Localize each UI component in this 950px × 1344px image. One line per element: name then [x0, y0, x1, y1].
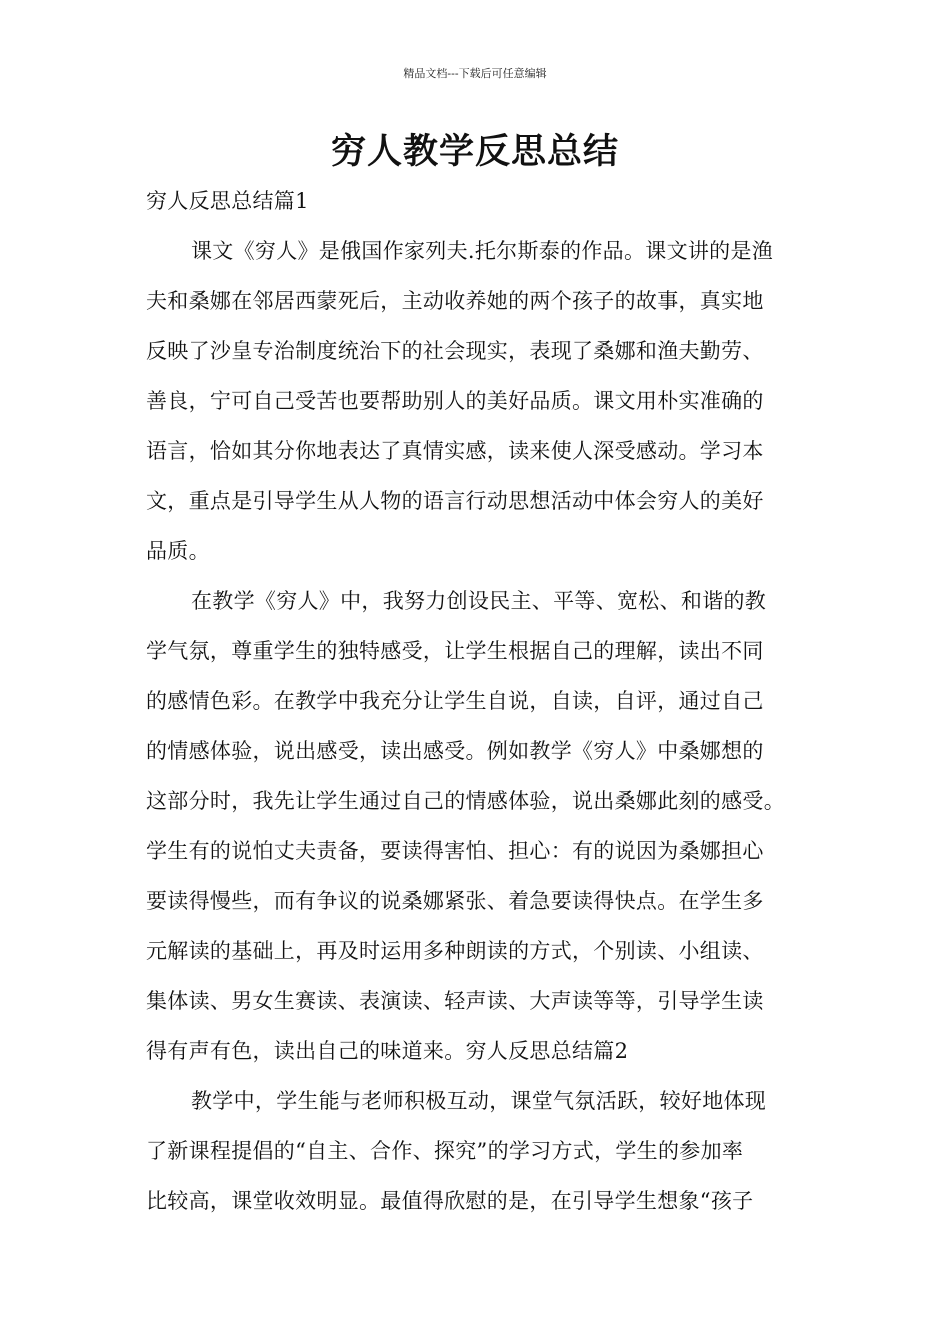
text-line: 善良，宁可自己受苦也要帮助别人的美好品质。课文用朴实准确的	[146, 389, 764, 413]
text-line: 这部分时，我先让学生通过自己的情感体验，说出桑娜此刻的感受。	[146, 789, 785, 813]
text-line: 语言，恰如其分你地表达了真情实感，读来使人深受感动。学习本	[146, 439, 764, 463]
document-title: 穷人教学反思总结	[330, 132, 619, 172]
text-line: 课文《穷人》是俄国作家列夫.托尔斯泰的作品。课文讲的是渔	[191, 239, 774, 263]
text-line: 夫和桑娜在邻居西蒙死后，主动收养她的两个孩子的故事，真实地	[146, 289, 764, 313]
text-line: 学气氛，尊重学生的独特感受，让学生根据自己的理解，读出不同	[146, 639, 764, 663]
text-line: 了新课程提倡的“自主、合作、探究”的学习方式，学生的参加率	[146, 1139, 744, 1163]
text-line: 集体读、男女生赛读、表演读、轻声读、大声读等等，引导学生读	[146, 989, 764, 1013]
text-line: 在教学《穷人》中，我努力创设民主、平等、宽松、和谐的教	[191, 589, 767, 613]
text-line: 得有声有色，读出自己的味道来。穷人反思总结篇2	[146, 1039, 629, 1063]
text-line: 品质。	[146, 539, 210, 563]
text-line: 比较高，课堂收效明显。最值得欣慰的是，在引导学生想象“孩子	[146, 1189, 754, 1213]
text-line: 的情感体验，说出感受，读出感受。例如教学《穷人》中桑娜想的	[146, 739, 764, 763]
text-line: 穷人反思总结篇1	[146, 189, 309, 213]
text-line: 元解读的基础上，再及时运用多种朗读的方式，个别读、小组读、	[146, 939, 764, 963]
text-line: 文，重点是引导学生从人物的语言行动思想活动中体会穷人的美好	[146, 489, 764, 513]
text-line: 反映了沙皇专治制度统治下的社会现实，表现了桑娜和渔夫勤劳、	[146, 339, 764, 363]
text-line: 的感情色彩。在教学中我充分让学生自说，自读，自评，通过自己	[146, 689, 764, 713]
body-text	[146, 176, 826, 1226]
text-line: 学生有的说怕丈夫责备，要读得害怕、担心：有的说因为桑娜担心	[146, 839, 764, 863]
text-line: 要读得慢些，而有争议的说桑娜紧张、着急要读得快点。在学生多	[146, 889, 764, 913]
header-note: 精品文档---下载后可任意编辑	[403, 67, 547, 80]
text-line: 教学中，学生能与老师积极互动，课堂气氛活跃，较好地体现	[191, 1089, 767, 1113]
